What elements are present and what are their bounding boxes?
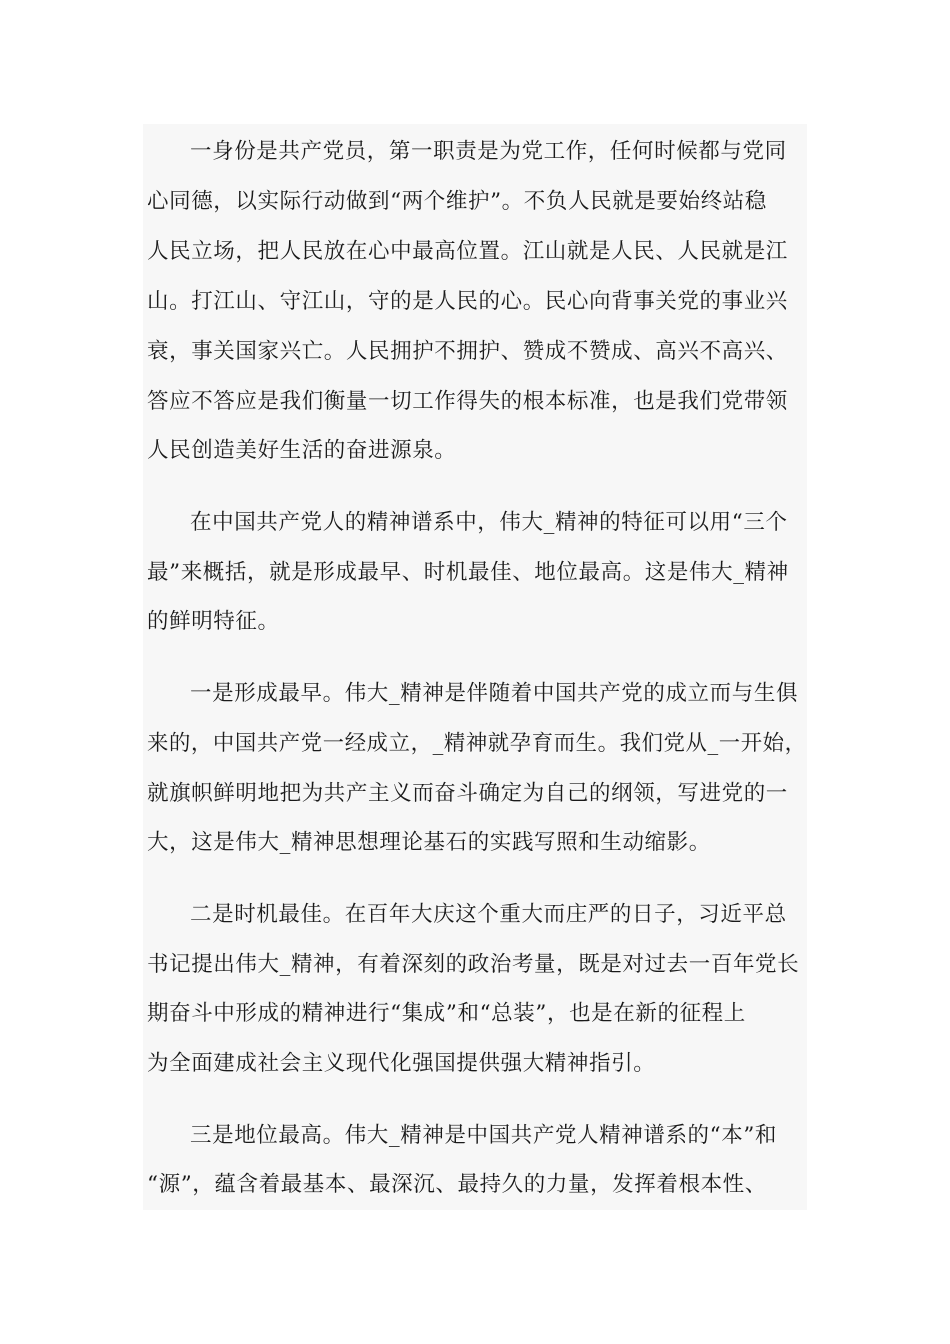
paragraph-1-line-1: 一身份是共产党员，第一职责是为党工作，任何时候都与党同 <box>190 139 787 164</box>
paragraph-1-line-6: 答应不答应是我们衡量一切工作得失的根本标准，也是我们党带领 <box>147 389 788 414</box>
paragraph-5-line-2: “源”，蕴含着最基本、最深沉、最持久的力量，发挥着根本性、 <box>147 1172 767 1197</box>
paragraph-3-line-3: 就旗帜鲜明地把为共产主义而奋斗确定为自己的纲领，写进党的一 <box>147 781 788 806</box>
paragraph-1-line-5: 衰，事关国家兴亡。人民拥护不拥护、赞成不赞成、高兴不高兴、 <box>147 339 788 364</box>
paragraph-4-line-1: 二是时机最佳。在百年大庆这个重大而庄严的日子，习近平总 <box>190 902 787 927</box>
paragraph-1-line-7: 人民创造美好生活的奋进源泉。 <box>147 438 457 463</box>
paragraph-4-line-2: 书记提出伟大_精神，有着深刻的政治考量，既是对过去一百年党长 <box>147 952 800 977</box>
paragraph-4-line-4: 为全面建成社会主义现代化强国提供强大精神指引。 <box>147 1051 656 1076</box>
paragraph-3-line-2: 来的，中国共产党一经成立，_精神就孕育而生。我们党从_一开始， <box>147 731 807 756</box>
paragraph-3-line-1: 一是形成最早。伟大_精神是伴随着中国共产党的成立而与生俱 <box>190 681 799 706</box>
paragraph-1-line-3: 人民立场，把人民放在心中最高位置。江山就是人民、人民就是江 <box>147 239 788 264</box>
paragraph-2-line-2: 最”来概括，就是形成最早、时机最佳、地位最高。这是伟大_精神 <box>147 560 789 585</box>
paragraph-2-line-3: 的鲜明特征。 <box>147 609 280 634</box>
paragraph-3-line-4: 大，这是伟大_精神思想理论基石的实践写照和生动缩影。 <box>147 830 711 855</box>
paragraph-5-line-1: 三是地位最高。伟大_精神是中国共产党人精神谱系的“本”和 <box>190 1123 778 1148</box>
paragraph-1-line-2: 心同德，以实际行动做到“两个维护”。不负人民就是要始终站稳 <box>147 189 767 214</box>
paragraph-1-line-4: 山。打江山、守江山，守的是人民的心。民心向背事关党的事业兴 <box>147 289 788 314</box>
paragraph-4-line-3: 期奋斗中形成的精神进行“集成”和“总装”，也是在新的征程上 <box>147 1001 746 1026</box>
paragraph-2-line-1: 在中国共产党人的精神谱系中，伟大_精神的特征可以用“三个 <box>190 510 788 535</box>
